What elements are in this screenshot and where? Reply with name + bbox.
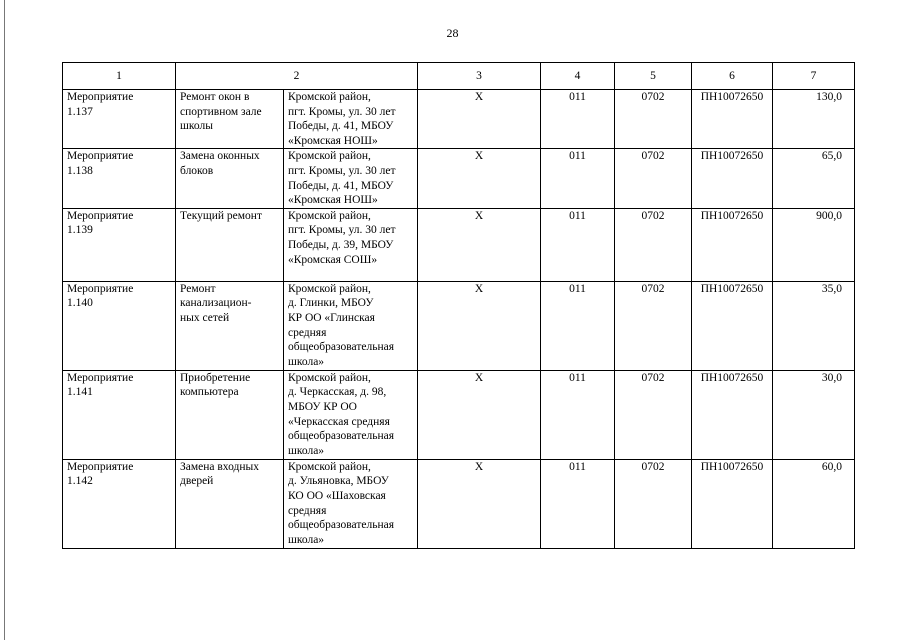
address-cell: Кромской район, пгт. Кромы, ул. 30 лет Победы, д. 39, МБОУ «Кромская СОШ»	[284, 208, 418, 281]
amount-cell: 65,0	[773, 149, 855, 208]
address-cell: Кромской район, пгт. Кромы, ул. 30 лет Победы, д. 41, МБОУ «Кромская НОШ»	[284, 90, 418, 149]
header-col-2: 2	[176, 63, 418, 90]
work-cell: Текущий ремонт	[176, 208, 284, 281]
address-cell: Кромской район, д. Глинки, МБОУ КР ОО «Глинская средняя общеобразовательная школа»	[284, 281, 418, 370]
work-cell: Ремонт канализацион- ных сетей	[176, 281, 284, 370]
work-cell: Замена оконных блоков	[176, 149, 284, 208]
header-col-1: 1	[63, 63, 176, 90]
col6-cell: ПН10072650	[692, 208, 773, 281]
amount-cell: 30,0	[773, 370, 855, 459]
address-cell: Кромской район, д. Черкасская, д. 98, МБОУ КР ОО «Черкасская средняя общеобразовательная школа»	[284, 370, 418, 459]
col5-cell: 0702	[615, 459, 692, 548]
amount-cell: 130,0	[773, 90, 855, 149]
table-row	[63, 90, 855, 149]
table-row	[63, 208, 855, 281]
address-cell: Кромской район, пгт. Кромы, ул. 30 лет Победы, д. 41, МБОУ «Кромская НОШ»	[284, 149, 418, 208]
table-row	[63, 149, 855, 208]
event-cell: Мероприятие 1.138	[63, 149, 176, 208]
col3-cell: Х	[418, 149, 541, 208]
event-cell: Мероприятие 1.142	[63, 459, 176, 548]
header-col-6: 6	[692, 63, 773, 90]
col6-cell: ПН10072650	[692, 459, 773, 548]
header-col-7: 7	[773, 63, 855, 90]
header-col-3: 3	[418, 63, 541, 90]
table-row	[63, 459, 855, 548]
col6-cell: ПН10072650	[692, 90, 773, 149]
col4-cell: 011	[541, 370, 615, 459]
col5-cell: 0702	[615, 208, 692, 281]
page-edge-line	[4, 0, 5, 640]
col4-cell: 011	[541, 459, 615, 548]
col3-cell: Х	[418, 208, 541, 281]
header-col-5: 5	[615, 63, 692, 90]
table-row	[63, 370, 855, 459]
col5-cell: 0702	[615, 90, 692, 149]
table-row	[63, 281, 855, 370]
col3-cell: Х	[418, 370, 541, 459]
col4-cell: 011	[541, 208, 615, 281]
header-row	[63, 63, 855, 90]
work-cell: Приобретение компьютера	[176, 370, 284, 459]
col6-cell: ПН10072650	[692, 370, 773, 459]
address-cell: Кромской район, д. Ульяновка, МБОУ КО ОО «Шаховская средняя общеобразовательная школа»	[284, 459, 418, 548]
col4-cell: 011	[541, 281, 615, 370]
col4-cell: 011	[541, 90, 615, 149]
event-cell: Мероприятие 1.137	[63, 90, 176, 149]
amount-cell: 60,0	[773, 459, 855, 548]
col5-cell: 0702	[615, 370, 692, 459]
col4-cell: 011	[541, 149, 615, 208]
budget-table	[62, 62, 855, 549]
col3-cell: Х	[418, 459, 541, 548]
col6-cell: ПН10072650	[692, 149, 773, 208]
event-cell: Мероприятие 1.139	[63, 208, 176, 281]
col5-cell: 0702	[615, 281, 692, 370]
work-cell: Ремонт окон в спортивном зале школы	[176, 90, 284, 149]
header-col-4: 4	[541, 63, 615, 90]
col5-cell: 0702	[615, 149, 692, 208]
event-cell: Мероприятие 1.140	[63, 281, 176, 370]
col3-cell: Х	[418, 281, 541, 370]
amount-cell: 900,0	[773, 208, 855, 281]
amount-cell: 35,0	[773, 281, 855, 370]
col6-cell: ПН10072650	[692, 281, 773, 370]
col3-cell: Х	[418, 90, 541, 149]
page-number: 28	[446, 26, 459, 40]
event-cell: Мероприятие 1.141	[63, 370, 176, 459]
work-cell: Замена входных дверей	[176, 459, 284, 548]
